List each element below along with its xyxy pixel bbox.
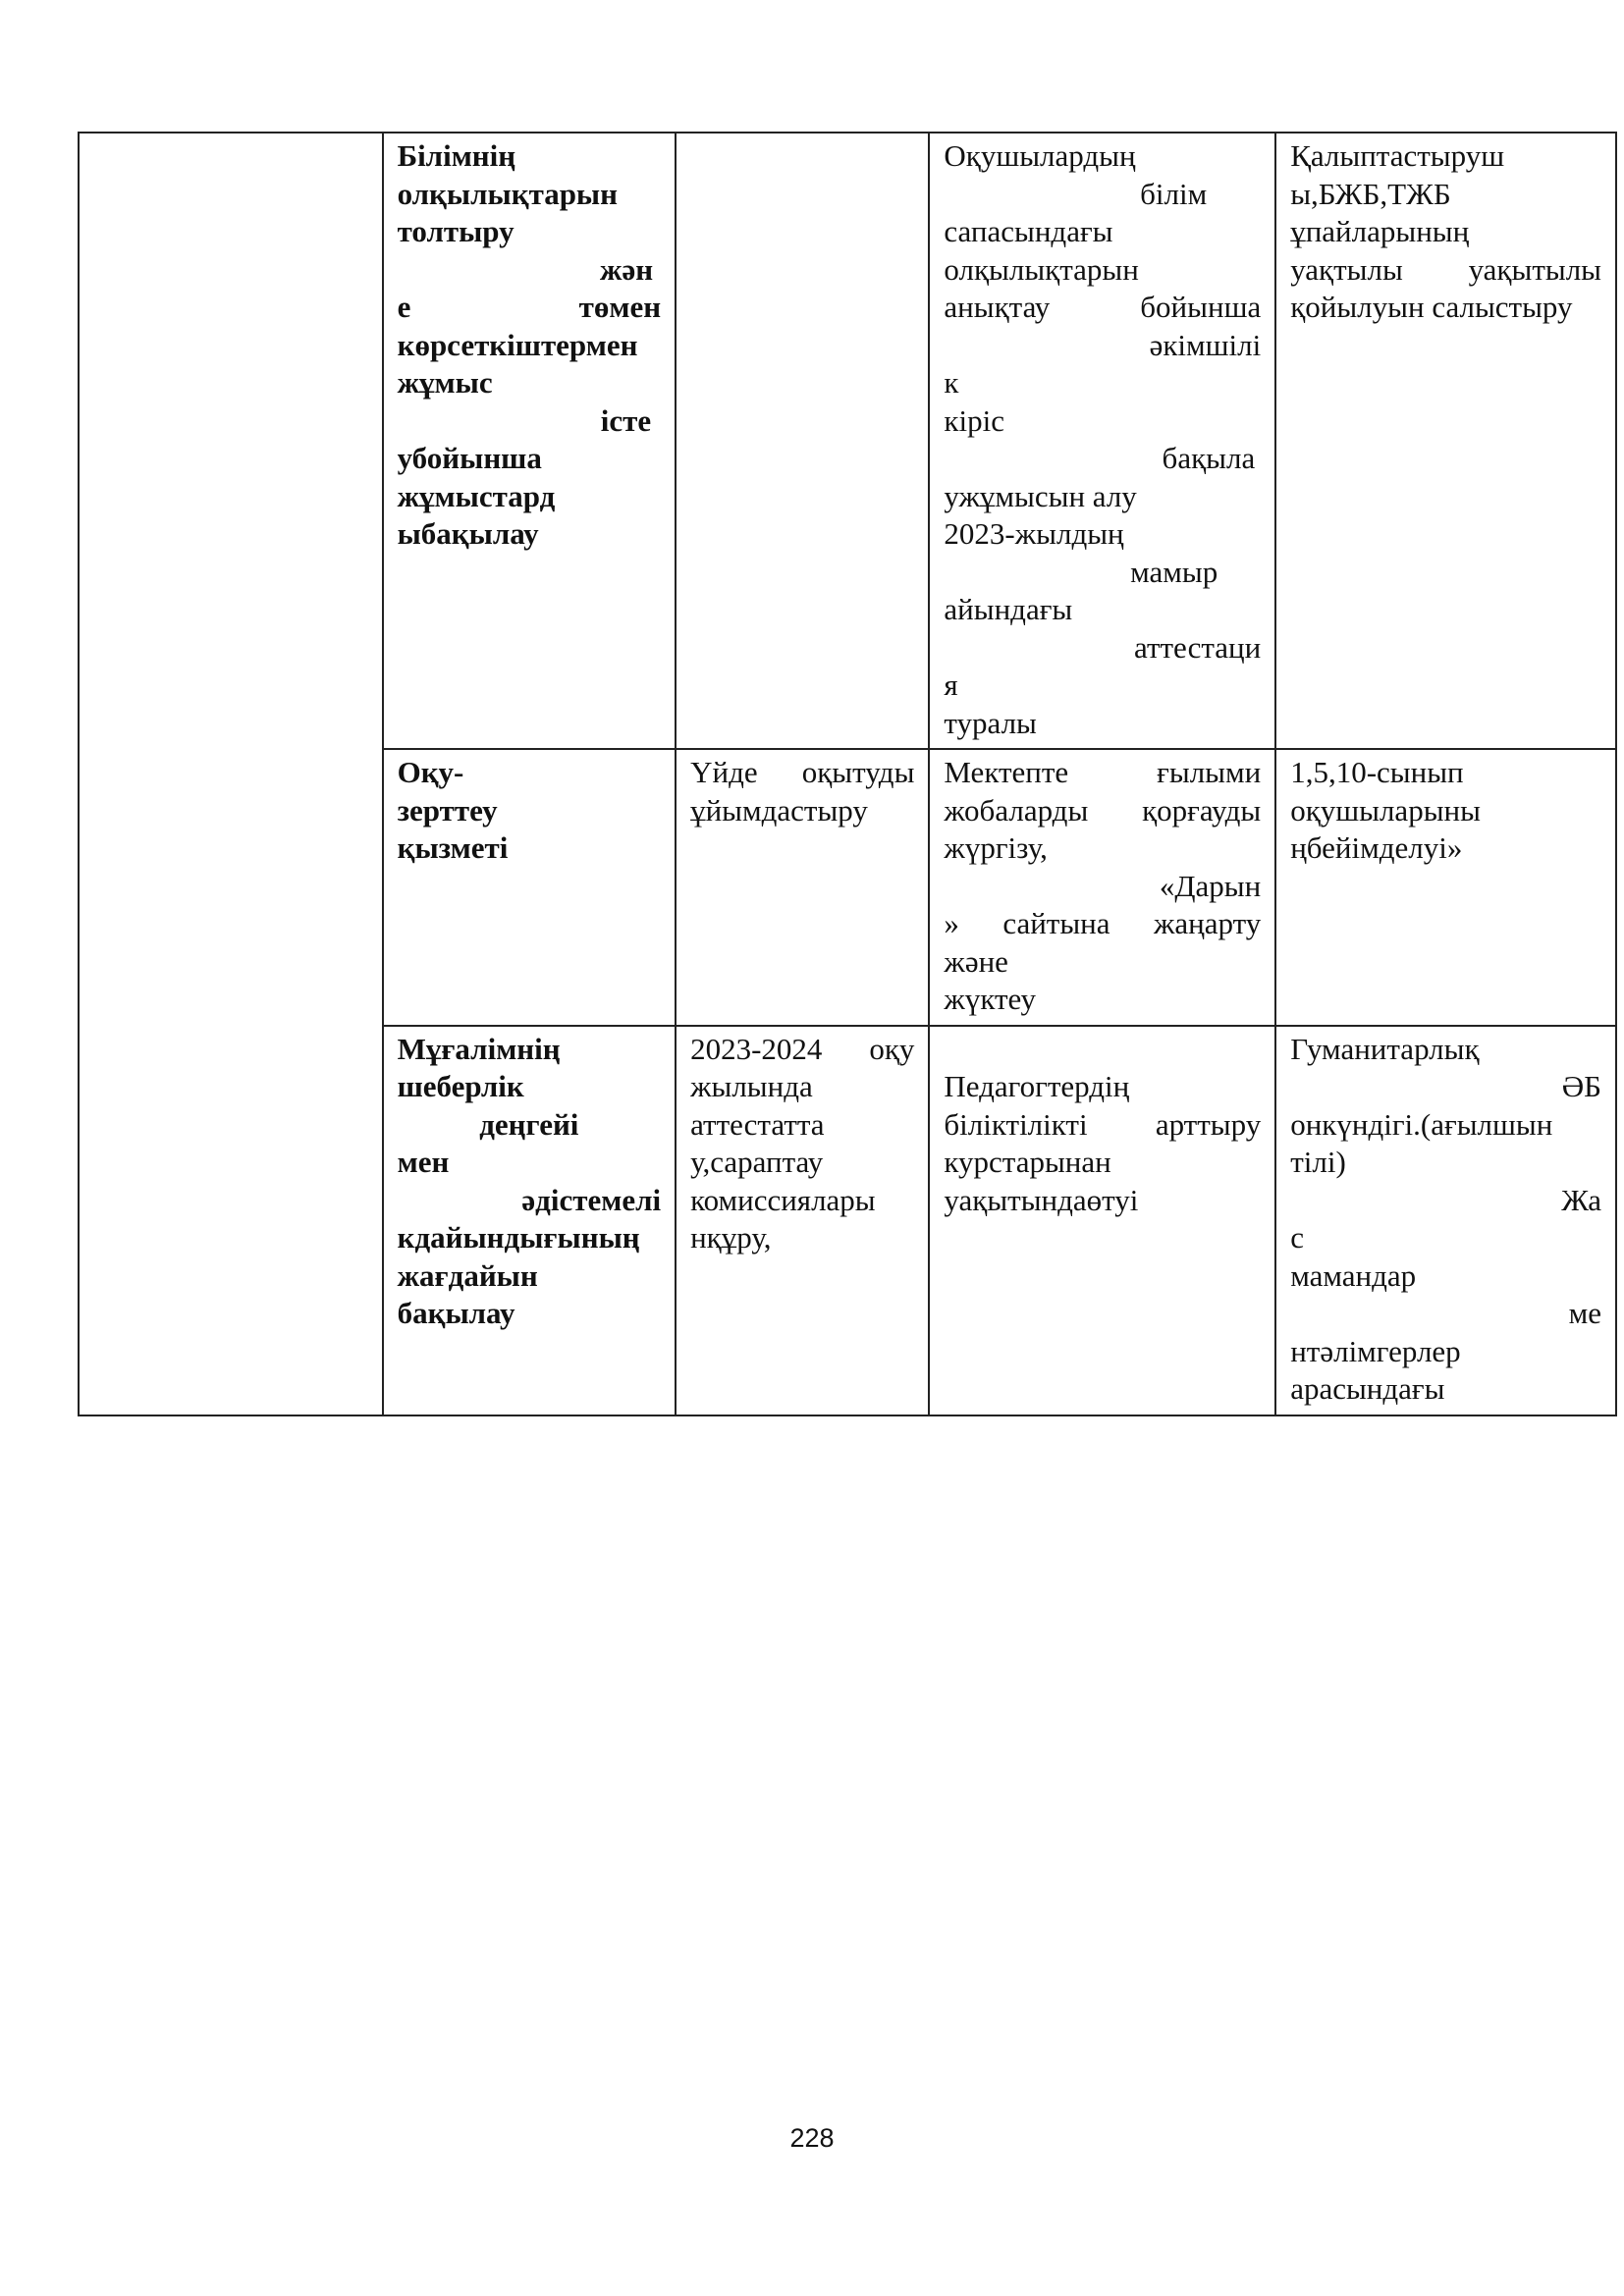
cell-line: қойылуын салыстыру: [1290, 290, 1573, 324]
cell-line: Үйде оқытуды: [690, 755, 915, 789]
cell-line: жылында: [690, 1069, 813, 1103]
cell-line: к: [944, 365, 959, 400]
cell-line: айындағы: [944, 592, 1073, 626]
cell-line: бақылау: [397, 1296, 515, 1330]
cell-line: толтыру: [397, 214, 514, 248]
table-cell-col4: [1275, 133, 1616, 749]
cell-line: уақытындаөтуі: [944, 1182, 1139, 1217]
cell-line: 2023-жылдың: [944, 516, 1124, 551]
cell-line: олқылықтарын: [944, 251, 1139, 287]
table-cell-col3: [929, 1026, 1275, 1415]
cell-line: аттестатта: [690, 1106, 825, 1142]
cell-line: я: [944, 667, 958, 702]
cell-line: нтәлімгерлер: [1290, 1333, 1461, 1368]
cell-line: арасындағы: [1290, 1371, 1445, 1406]
cell-line: комиссиялары: [690, 1182, 876, 1217]
page-number: 228: [789, 2123, 835, 2153]
cell-line: кіріс: [944, 402, 1004, 438]
cell-line: оқушыларыны: [1290, 792, 1481, 828]
cell-line: е төмен: [397, 290, 662, 324]
cell-line: әдістемелі: [521, 1182, 662, 1217]
cell-line: 2023-2024 оқу: [690, 1031, 915, 1066]
cell-line: Білімнің: [397, 138, 516, 173]
table-cell-area: [383, 133, 677, 749]
cell-line: Оқушылардың: [944, 138, 1136, 173]
cell-line: туралы: [944, 705, 1037, 740]
cell-line: ұйымдастыру: [690, 792, 868, 828]
table-cell-area: [383, 1026, 677, 1415]
cell-line: сапасындағы: [944, 214, 1113, 248]
cell-line: біліктілікті арттыру: [944, 1106, 1262, 1142]
cell-line: жүргізу,: [944, 830, 1048, 865]
document-table: [78, 132, 1617, 1416]
cell-line: ңбейімделуі»: [1290, 830, 1463, 865]
table-cell-leftmost-empty: [79, 133, 383, 1415]
cell-line: ұпайларының: [1290, 214, 1470, 248]
cell-line: ыбақылау: [397, 516, 539, 551]
cell-line: көрсеткіштермен: [397, 327, 638, 362]
cell-line: у,сараптау: [690, 1145, 824, 1179]
cell-line: мамыр: [1130, 554, 1218, 589]
table-cell-col4: [1275, 1026, 1616, 1415]
cell-line: мен: [397, 1145, 450, 1179]
cell-line: с: [1290, 1220, 1304, 1255]
cell-line: жұмыс: [397, 365, 493, 400]
cell-line: ужұмысын алу: [944, 478, 1137, 513]
cell-line: нқұру,: [690, 1220, 772, 1255]
cell-line: 1,5,10-сынып: [1290, 755, 1464, 789]
cell-line: олқылықтарын: [397, 176, 618, 211]
cell-line: мамандар: [1290, 1257, 1417, 1293]
cell-line: Жа: [1561, 1182, 1601, 1217]
cell-line: жән: [599, 251, 654, 287]
cell-line: деңгейі: [479, 1106, 579, 1142]
cell-line: қызметі: [397, 830, 509, 865]
cell-line: убойынша: [397, 441, 542, 475]
cell-line: анықтау бойынша: [944, 290, 1262, 324]
cell-line: жүктеу: [944, 982, 1037, 1016]
table-cell-col4: [1275, 749, 1616, 1026]
cell-line: және: [944, 943, 1008, 979]
cell-line: шеберлік: [397, 1069, 524, 1103]
cell-line: кдайындығының: [397, 1220, 640, 1255]
cell-line: тілі): [1290, 1145, 1346, 1179]
cell-line: ы,БЖБ,ТЖБ: [1290, 176, 1451, 211]
cell-line: онкүндігі.(ағылшын: [1290, 1106, 1553, 1142]
cell-line: » сайтына жаңарту: [944, 906, 1262, 940]
cell-line: жұмыстард: [397, 478, 556, 513]
table-cell-col2: [676, 749, 929, 1026]
cell-line: Педагогтердің: [944, 1069, 1130, 1103]
table-cell-area: [383, 749, 677, 1026]
table-cell-col2: [676, 133, 929, 749]
cell-line: жобаларды қорғауды: [944, 792, 1262, 828]
cell-line: білім: [1140, 176, 1208, 211]
cell-line: Қалыптастыруш: [1290, 138, 1505, 173]
cell-line: уақтылы уақытылы: [1290, 251, 1601, 287]
cell-line: істе: [600, 402, 652, 438]
cell-line: жағдайын: [397, 1257, 538, 1293]
cell-line: Мұғалімнің: [397, 1031, 561, 1066]
cell-line: Оқу-: [397, 755, 464, 789]
cell-line: Мектепте ғылыми: [944, 755, 1262, 789]
cell-line: ме: [1568, 1296, 1601, 1330]
cell-line: курстарынан: [944, 1145, 1111, 1179]
cell-line: ӘБ: [1561, 1069, 1601, 1103]
table-cell-col3: [929, 133, 1275, 749]
table-cell-col2: [676, 1026, 929, 1415]
cell-line: «Дарын: [1159, 868, 1262, 903]
cell-line: [944, 1031, 1261, 1069]
cell-line: аттестаци: [1133, 629, 1262, 665]
table-row: [79, 133, 1616, 749]
cell-line: әкімшілі: [1149, 327, 1262, 362]
cell-line: бақыла: [1162, 441, 1256, 475]
cell-line: зерттеу: [397, 792, 498, 828]
table-cell-col3: [929, 749, 1275, 1026]
cell-line: Гуманитарлық: [1290, 1031, 1480, 1066]
